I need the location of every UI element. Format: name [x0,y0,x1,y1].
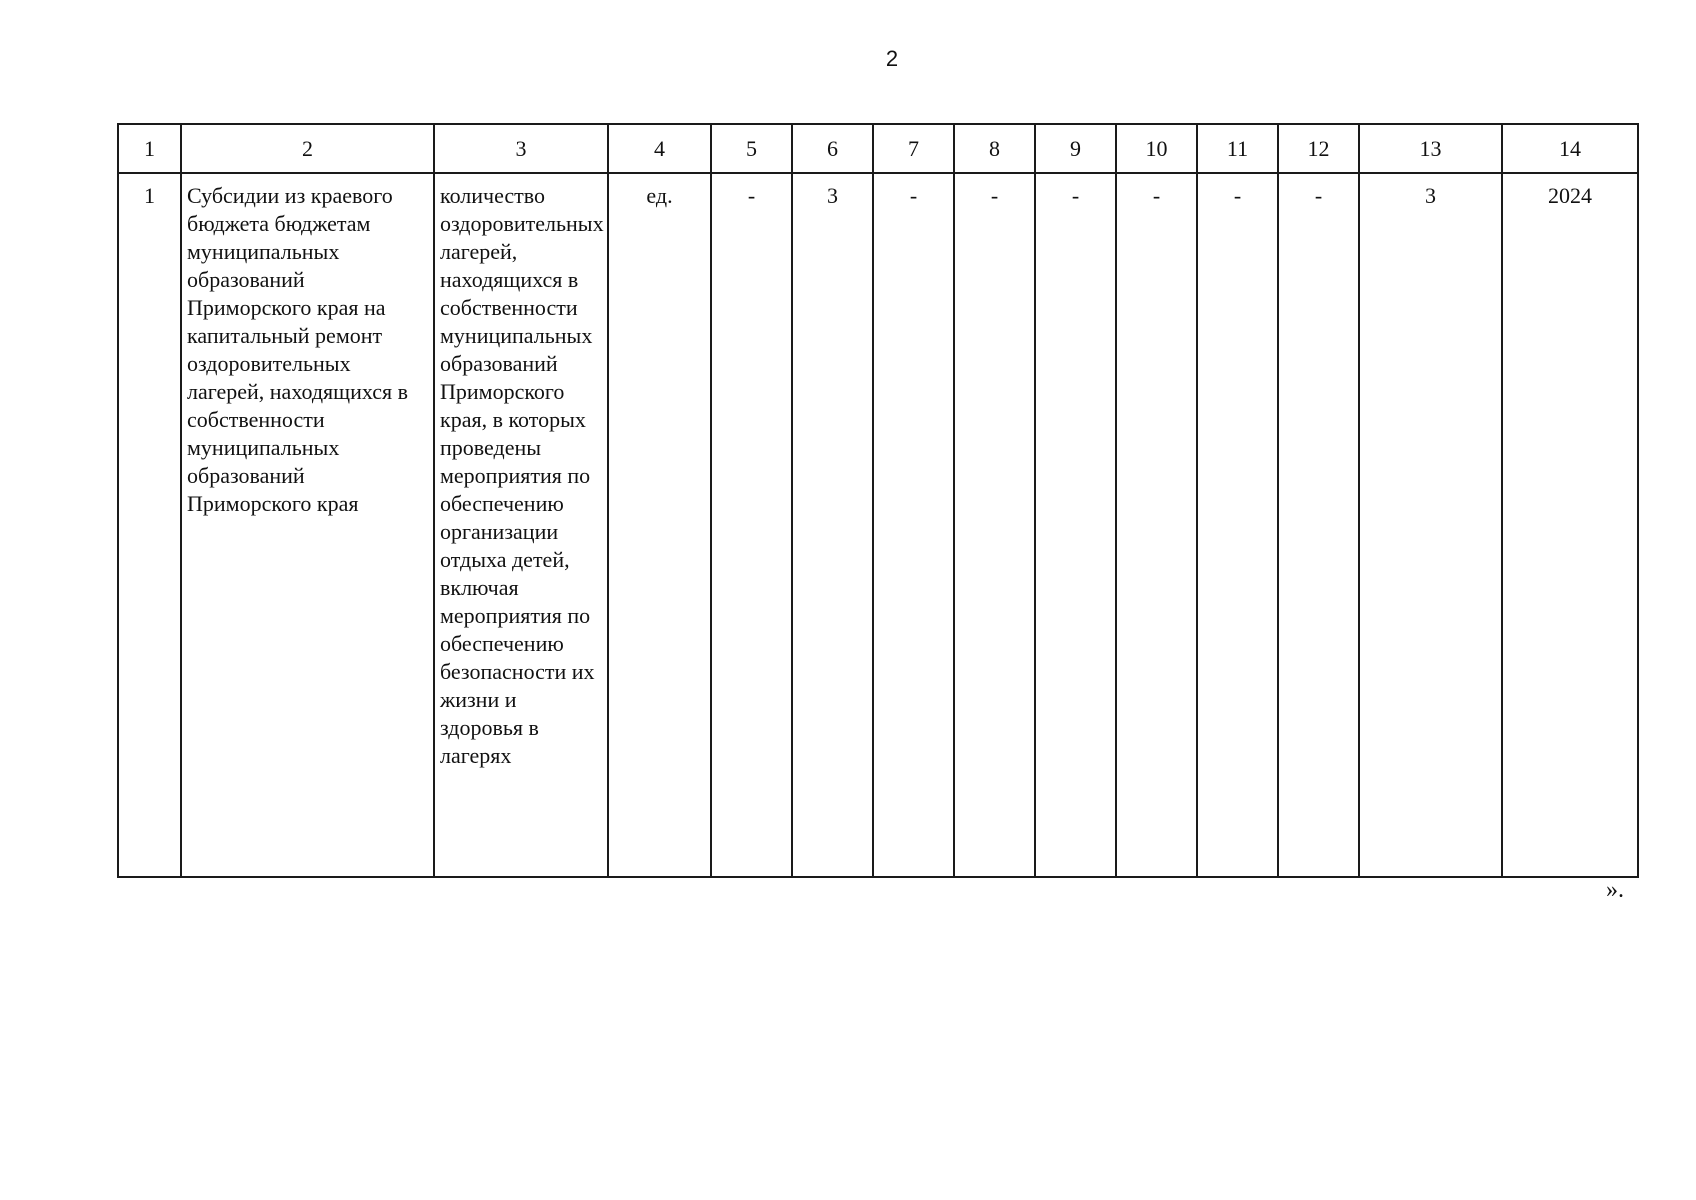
header-cell: 2 [181,124,434,173]
header-cell: 14 [1502,124,1638,173]
header-cell: 9 [1035,124,1116,173]
value-cell: - [1197,173,1278,877]
total-cell: 3 [1359,173,1502,877]
header-cell: 13 [1359,124,1502,173]
year-cell: 2024 [1502,173,1638,877]
header-cell: 4 [608,124,711,173]
header-cell: 12 [1278,124,1359,173]
indicator-table [117,123,1639,878]
header-cell: 7 [873,124,954,173]
value-cell: 3 [792,173,873,877]
header-cell: 11 [1197,124,1278,173]
header-cell: 3 [434,124,608,173]
unit-cell: ед. [608,173,711,877]
table-row [118,173,1638,877]
header-cell: 1 [118,124,181,173]
value-cell: - [1116,173,1197,877]
row-number-cell: 1 [118,173,181,877]
header-cell: 6 [792,124,873,173]
header-cell: 8 [954,124,1035,173]
indicator-cell: количество оздоровительных лагерей, находящихся в собственности муниципальных образований Приморского края, в которых проведены мероприятия по обеспечению организации отдыха детей, включая мероприятия по обеспечению безопасности их жизни и здоровья в лагерях [434,173,608,877]
header-cell: 10 [1116,124,1197,173]
value-cell: - [1035,173,1116,877]
value-cell: - [873,173,954,877]
page-number: 2 [885,46,899,71]
header-cell: 5 [711,124,792,173]
closing-quote-mark: ». [1606,877,1624,903]
value-cell: - [1278,173,1359,877]
value-cell: - [954,173,1035,877]
table-header-row [118,124,1638,173]
subsidy-name-cell: Субсидии из краевого бюджета бюджетам муниципальных образований Приморского края на капитальный ремонт оздоровительных лагерей, находящихся в собственности муниципальных образований Приморского края [181,173,434,877]
value-cell: - [711,173,792,877]
